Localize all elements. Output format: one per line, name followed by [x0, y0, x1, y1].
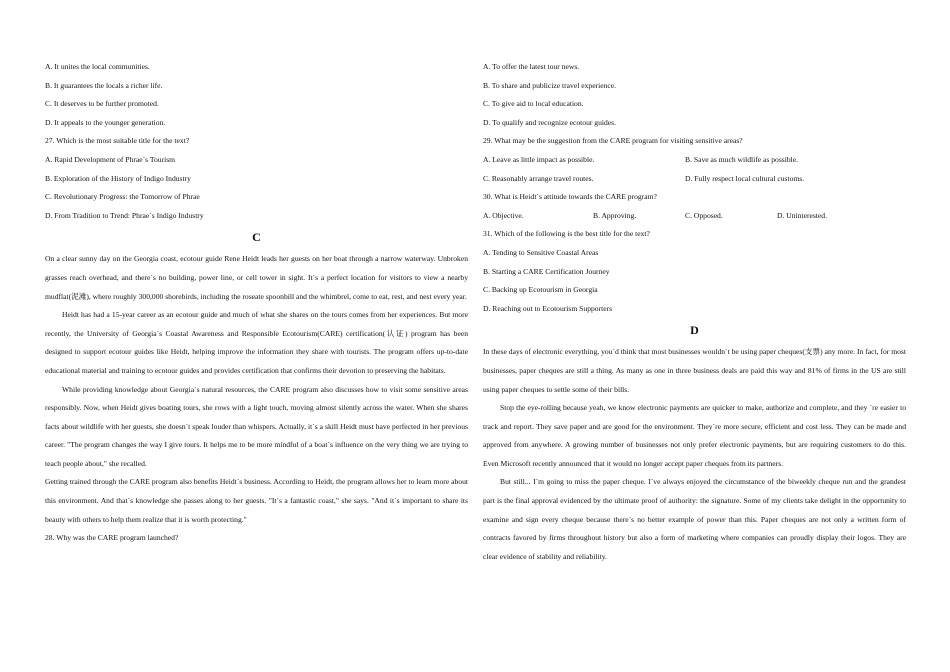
q28-option-c: C. To give aid to local education. [483, 99, 584, 109]
q26-option-b: B. It guarantees the locals a richer life. [45, 80, 163, 90]
q29-option-a: A. Leave as little impact as possible. [483, 154, 595, 164]
q27-option-b: B. Exploration of the History of Indigo Industry [45, 173, 191, 183]
q31-option-b: B. Starting a CARE Certification Journey [483, 266, 610, 276]
q26-option-d: D. It appeals to the younger generation. [45, 117, 166, 127]
right-column [483, 58, 906, 566]
section-c-heading: C [252, 230, 261, 245]
passage-d-paragraph-1: In these days of electronic everything, you´d think that most businesses wouldn´t be using paper cheques(支票) any more. In fact, for most businesses, paper cheques are still a thing. As many as one in three business deals are paid this way and 81% of firms in the US are still using paper cheques to settle some of their bills. [483, 347, 906, 394]
q26-option-a: A. It unites the local communities. [45, 62, 150, 71]
q31-option-c: C. Backing up Ecotourism in Georgia [483, 285, 598, 295]
passage-c-paragraph-3: While providing knowledge about Georgia´s natural resources, the CARE program also discusses how to visit some sensitive areas responsibly. Now, when Heidt gives boating tours, she rows with a light touch, moving almost silently across the water. When she shares facts about wildlife with her guests, she doesn´t speak louder than whispers. Actually, it´s a skill Heidt must have perfected in her previous career. "The program changes the way I give tours. It helps me to be more mindful of a boat´s influence on the very thing we are trying to teach people about," she recalled. [45, 384, 468, 468]
left-column [45, 58, 468, 548]
q29-options-row-2 [483, 170, 906, 189]
section-d-heading: D [690, 323, 699, 338]
q31-question: 31. Which of the following is the best title for the text? [483, 229, 650, 239]
passage-c-paragraph-1: On a clear sunny day on the Georgia coast, ecotour guide Rene Heidt leads her guests on her boat through a narrow waterway. Unbroken grasses reach overhead, and there´s no building, power line, or cell tower in sight. It´s a perfect location for visitors to view a nearby mudflat(泥滩), where roughly 300,000 shorebirds, including the roseate spoonbill and the whimbrel, come to eat, rest, and nest every year. [45, 254, 468, 301]
q30-options-row [483, 207, 906, 226]
q27-option-c: C. Revolutionary Progress: the Tomorrow of Phrae [45, 192, 200, 202]
q30-option-d: D. Uninterested. [777, 210, 827, 220]
passage-c-paragraph-2: Heidt has had a 15-year career as an ecotour guide and much of what she shares on the tours comes from her experiences. But more recently, the University of Georgia´s Coastal Awareness and Responsible Ecotourism(CARE) certification(认证) program has been designed to support ecotour guides like Heidt, helping improve the information they share with tourists. The program offers up-to-date educational material and training to ecotour guides and provides certification that confirms their devotion to preserving the habitats. [45, 310, 468, 375]
q27-option-a: A. Rapid Development of Phrae´s Tourism [45, 154, 176, 164]
passage-d-paragraph-2: Stop the eye-rolling because yeah, we know electronic payments are quicker to make, authorize and complete, and they ´re easier to track and report. They save paper and are good for the environment. They´re more secure, efficient and cost less. They can be made and approved from anywhere. A growing number of businesses not only prefer electronic payments, but are requiring customers to do this. Even Microsoft recently announced that it would no longer accept paper cheques from its partners. [483, 403, 906, 468]
q27-option-d: D. From Tradition to Trend: Phrae´s Indigo Industry [45, 210, 204, 220]
q29-option-b: B. Save as much wildlife as possible. [685, 154, 799, 164]
q28-option-b: B. To share and publicize travel experience. [483, 80, 617, 90]
q30-question: 30. What is Heidt´s attitude towards the CARE program? [483, 192, 657, 202]
q26-option-c: C. It deserves to be further promoted. [45, 99, 159, 109]
q31-option-a: A. Tending to Sensitive Coastal Areas [483, 247, 599, 257]
q29-option-d: D. Fully respect local cultural customs. [685, 173, 805, 183]
q28-option-a: A. To offer the latest tour news. [483, 62, 580, 71]
q29-option-c: C. Reasonably arrange travel routes. [483, 173, 594, 183]
q30-option-b: B. Approving. [593, 210, 637, 220]
q28-option-d: D. To qualify and recognize ecotour guides. [483, 117, 617, 127]
q29-options-row-1 [483, 151, 906, 170]
q30-option-a: A. Objective. [483, 210, 524, 220]
q31-option-d: D. Reaching out to Ecotourism Supporters [483, 303, 613, 313]
q30-option-c: C. Opposed. [685, 210, 723, 220]
q29-question: 29. What may be the suggestion from the CARE program for visiting sensitive areas? [483, 136, 743, 146]
passage-d-paragraph-3: But still... I´m going to miss the paper cheque. I´ve always enjoyed the circumstance of the biweekly cheque run and the grandest part is the final approval evidenced by the ultimate proof of authority: the signature. Some of my clients take delight in the opportunity to examine and sign every cheque because there´s no better example of power than this. Paper cheques are not only a written form of contracts favored by firms throughout history but also a form of marketing where companies can proudly display their logos. They are clear evidence of stability and reliability. [483, 477, 906, 561]
q28-question: 28. Why was the CARE program launched? [45, 533, 179, 543]
passage-c-paragraph-4: Getting trained through the CARE program also benefits Heidt´s business. According to Heidt, the program allows her to learn more about this environment. And that´s knowledge she passes along to her guests. "It´s a fantastic coast," she says. "And it´s important to share its beauty with others to help them realize that it is worth protecting." [45, 477, 468, 524]
q27-question: 27. Which is the most suitable title for the text? [45, 136, 190, 146]
